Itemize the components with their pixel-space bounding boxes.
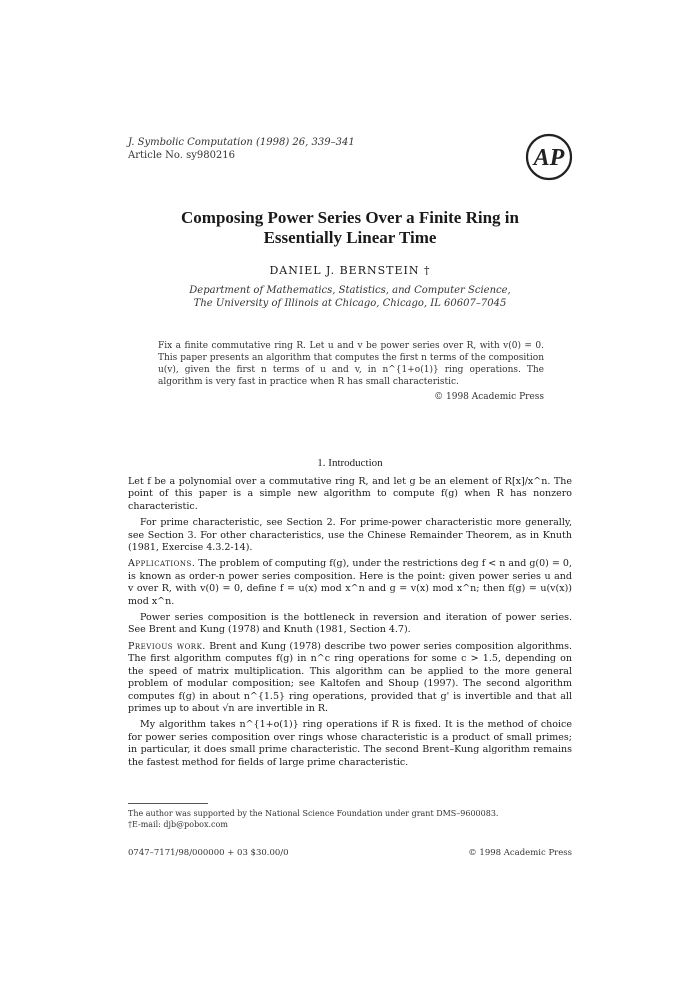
footer-copyright: © 1998 Academic Press bbox=[468, 848, 572, 858]
abstract-copyright: © 1998 Academic Press bbox=[434, 392, 544, 402]
section-heading: 1. Introduction bbox=[317, 457, 383, 469]
author-name: DANIEL J. BERNSTEIN † bbox=[269, 264, 431, 277]
paragraph-lead: Previous work. bbox=[128, 640, 206, 652]
paragraph: My algorithm takes n^{1+o(1)} ring operations if R is fixed. It is the method of choice for power series composition over rings whose characteristic is a product of small primes; in particular, it does small prime characteristic. The second Brent–Kung algorithm remains the fastest method for fields of large prime characteristic. bbox=[128, 719, 572, 768]
affiliation bbox=[128, 284, 572, 310]
body-text bbox=[128, 476, 572, 773]
affiliation-line-2: The University of Illinois at Chicago, Chicago, IL 60607–7045 bbox=[193, 298, 507, 309]
svg-text:AP: AP bbox=[533, 145, 565, 171]
article-number: Article No. sy980216 bbox=[128, 150, 236, 161]
affiliation-line-1: Department of Mathematics, Statistics, and Computer Science, bbox=[189, 285, 511, 296]
abstract: Fix a finite commutative ring R. Let u and v be power series over R, with v(0) = 0. This paper presents an algorithm that computes the first n terms of the composition u(v), given the first n terms of u and v, in n^{1+o(1)} ring operations. The algorithm is very fast in practice when R has small characteristic. bbox=[158, 341, 544, 387]
paragraph: Previous work. Brent and Kung (1978) describe two power series composition algorithms. The first algorithm computes f(g) in n^c ring operations for some c > 1.5, depending on the speed of matrix multiplication. This algorithm can be applied to the more general problem of modular composition; see Kaltofen and Shoup (1997). The second algorithm computes f(g) in about n^{1.5} ring operations, provided that g' is invertible and that all primes up to about √n are invertible in R. bbox=[128, 640, 573, 714]
footnote-rule bbox=[128, 803, 208, 804]
paragraph: Power series composition is the bottleneck in reversion and iteration of power series. See Brent and Kung (1978) and Knuth (1981, Section 4.7). bbox=[128, 612, 572, 636]
footer-issn: 0747–7171/98/000000 + 03 $30.00/0 bbox=[128, 848, 289, 858]
academic-press-logo bbox=[524, 132, 574, 182]
journal-reference: J. Symbolic Computation (1998) 26, 339–341 bbox=[128, 137, 355, 148]
footnote-2: †E-mail: djb@pobox.com bbox=[128, 820, 228, 829]
paragraph: Let f be a polynomial over a commutative ring R, and let g be an element of R[x]/x^n. The point of this paper is a simple new algorithm to compute f(g) when R has nonzero characteristic. bbox=[128, 476, 572, 512]
title-line-2: Essentially Linear Time bbox=[263, 228, 437, 247]
paragraph: For prime characteristic, see Section 2. For prime-power characteristic more generally, see Section 3. For other characteristics, use the Chinese Remainder Theorem, as in Knuth (1981, Exercise 4.3.2-14). bbox=[128, 517, 572, 554]
footnotes bbox=[128, 808, 572, 830]
paragraph-lead: Applications. bbox=[128, 558, 196, 570]
paper-title bbox=[128, 208, 572, 248]
title-line-1: Composing Power Series Over a Finite Ring in bbox=[181, 208, 519, 227]
footnote-1: The author was supported by the National Science Foundation under grant DMS–9600083. bbox=[128, 809, 499, 818]
paragraph: Applications. The problem of computing f(g), under the restrictions deg f < n and g(0) = 0, is known as order-n power series composition. Here is the point: given power series u and v over R, with v(0) = 0, define f = u(x) mod x^n and g = v(x) mod x^n; then f(g) = u(v(x)) mod x^n. bbox=[128, 558, 572, 607]
